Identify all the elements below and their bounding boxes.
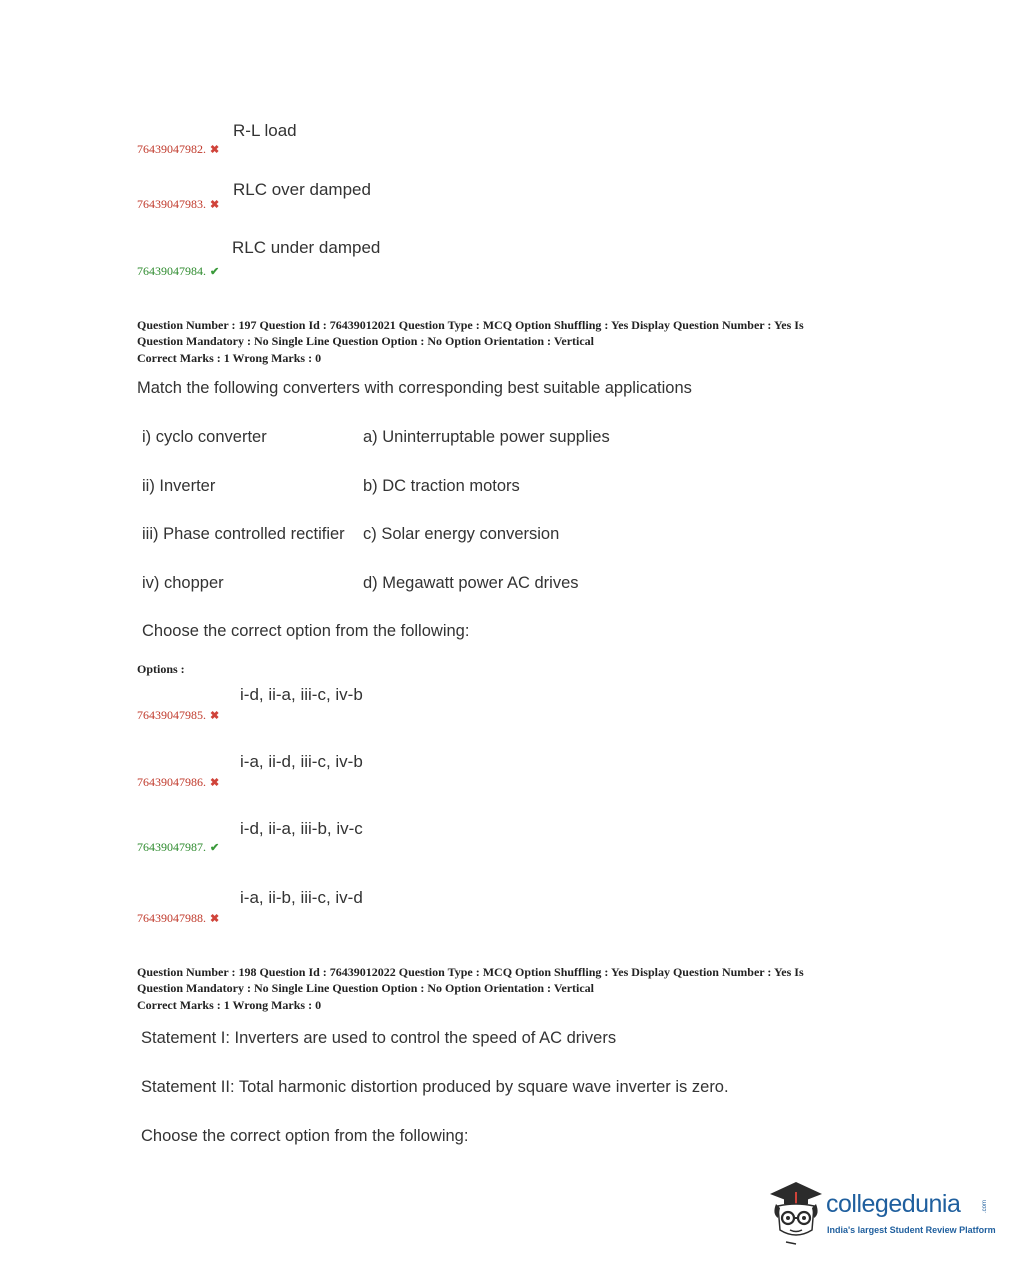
- logo-com: .com: [982, 1200, 988, 1214]
- match-right-item: d) Megawatt power AC drives: [363, 574, 579, 592]
- match-left-item: ii) Inverter: [142, 477, 216, 495]
- option-text: i-d, ii-a, iii-c, iv-b: [240, 685, 363, 704]
- mascot-icon: [766, 1178, 824, 1246]
- cross-icon: ✖: [210, 144, 220, 156]
- option-id: 76439047982. ✖: [137, 142, 220, 156]
- option-text: RLC over damped: [233, 180, 371, 199]
- collegedunia-logo: [766, 1176, 996, 1248]
- meta-line: Question Mandatory : No Single Line Question Option : No Option Orientation : Vertical: [137, 333, 595, 348]
- cross-icon: ✖: [210, 777, 220, 789]
- cross-icon: ✖: [210, 710, 220, 722]
- meta-line: Correct Marks : 1 Wrong Marks : 0: [137, 998, 322, 1012]
- option-text: RLC under damped: [232, 238, 381, 257]
- cross-icon: ✖: [210, 199, 220, 211]
- statement-2: Statement II: Total harmonic distortion produced by square wave inverter is zero.: [141, 1078, 729, 1096]
- option-id: 76439047983. ✖: [137, 197, 220, 211]
- choose-instruction: Choose the correct option from the following:: [141, 1127, 469, 1145]
- logo-wordmark: collegedunia: [826, 1190, 961, 1218]
- match-right-item: b) DC traction motors: [363, 477, 520, 495]
- question-meta: [137, 965, 804, 1014]
- option-text: i-d, ii-a, iii-b, iv-c: [240, 819, 363, 838]
- choose-instruction: Choose the correct option from the following:: [142, 622, 470, 640]
- statement-1: Statement I: Inverters are used to control the speed of AC drivers: [141, 1029, 617, 1047]
- logo-tagline: India's largest Student Review Platform: [827, 1225, 996, 1235]
- meta-line: Question Mandatory : No Single Line Question Option : No Option Orientation : Vertical: [137, 980, 595, 995]
- option-text: i-a, ii-b, iii-c, iv-d: [240, 888, 363, 907]
- match-left-item: i) cyclo converter: [142, 428, 267, 446]
- check-icon: ✔: [210, 842, 220, 854]
- option-id: 76439047984. ✔: [137, 264, 220, 278]
- match-right-item: a) Uninterruptable power supplies: [363, 428, 610, 446]
- cross-icon: ✖: [210, 913, 220, 925]
- option-id: 76439047988. ✖: [137, 911, 220, 925]
- meta-line: Question Number : 198 Question Id : 76439012022 Question Type : MCQ Option Shuffling : Yes Display Question Number : Yes Is: [137, 965, 804, 979]
- match-left-item: iii) Phase controlled rectifier: [142, 525, 345, 543]
- match-right-item: c) Solar energy conversion: [363, 525, 560, 543]
- question-meta: [137, 318, 804, 367]
- option-id: 76439047987. ✔: [137, 840, 220, 854]
- option-id: 76439047985. ✖: [137, 708, 220, 722]
- question-prompt: Match the following converters with corresponding best suitable applications: [137, 379, 692, 397]
- options-label: Options :: [137, 662, 185, 676]
- option-text: R-L load: [233, 121, 297, 140]
- check-icon: ✔: [210, 266, 220, 278]
- option-text: i-a, ii-d, iii-c, iv-b: [240, 752, 363, 771]
- match-left-item: iv) chopper: [142, 574, 224, 592]
- option-id: 76439047986. ✖: [137, 775, 220, 789]
- meta-line: Question Number : 197 Question Id : 76439012021 Question Type : MCQ Option Shuffling : Yes Display Question Number : Yes Is: [137, 318, 804, 332]
- meta-line: Correct Marks : 1 Wrong Marks : 0: [137, 351, 322, 365]
